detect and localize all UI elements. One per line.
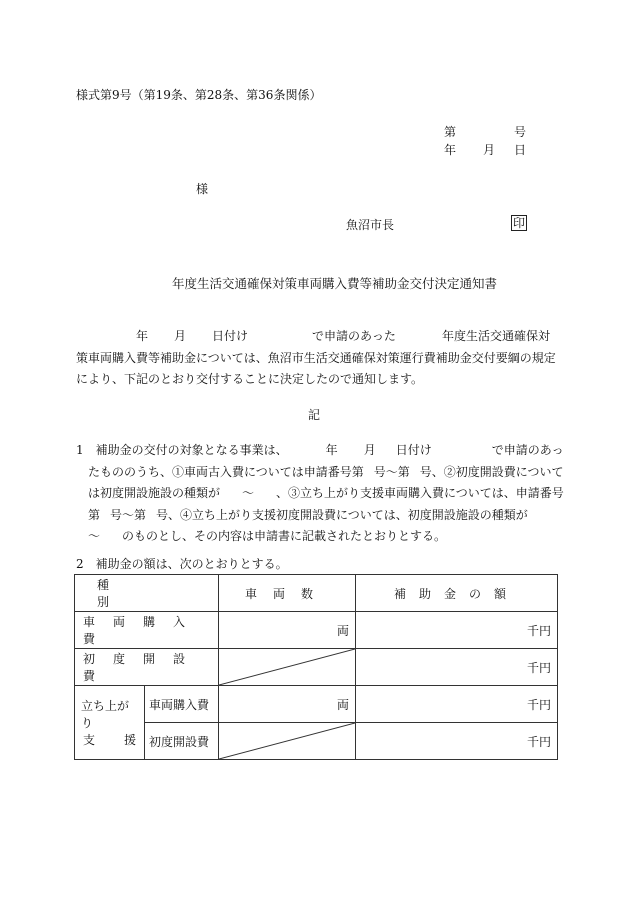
item-2-number: 2 (76, 557, 84, 571)
table-row (75, 612, 558, 649)
item-1-range-b: ～ (88, 529, 101, 543)
support-row-label-vehicle-text: 車両購入費 (149, 697, 210, 712)
support-row-amount-initial (356, 723, 558, 760)
unit-thousand-yen: 千円 (527, 734, 552, 749)
intro-paragraph (76, 326, 556, 391)
unit-thousand-yen: 千円 (527, 697, 552, 712)
row-count-vehicle (219, 612, 356, 649)
item-1-number: 1 (76, 443, 84, 457)
document-title: 年度生活交通確保対策車両購入費等補助金交付決定通知書 (172, 276, 498, 291)
row-amount-initial (356, 649, 558, 686)
support-label-char-2: 援 (123, 733, 136, 747)
support-row-count-vehicle (219, 686, 356, 723)
support-label-line1: 立ち上がり (81, 699, 130, 730)
item-1-text-c: 号～第 (373, 464, 410, 479)
document-date-line (444, 141, 526, 158)
header-count (219, 575, 356, 612)
item-1-text-b: で申請のあったもののうち、①車両古入費については申請番号第 (88, 443, 564, 479)
support-label-char-1: 支 (83, 733, 96, 747)
row-amount-vehicle (356, 612, 558, 649)
number-suffix: 号 (513, 125, 526, 139)
row-label-vehicle-text: 車両購入費 (83, 615, 204, 646)
date-day: 日 (513, 143, 526, 157)
seal-char: 印 (513, 216, 526, 230)
item-2-text: 補助金の額は、次のとおりとする。 (95, 557, 288, 571)
header-type (75, 575, 219, 612)
support-row-count-initial-crossed (219, 723, 356, 760)
item-1-year: 年 (325, 443, 338, 457)
row-count-initial-crossed (219, 649, 356, 686)
date-month: 月 (483, 143, 496, 157)
form-number: 様式第9号（第19条、第28条、第36条関係） (76, 88, 322, 102)
table-row (75, 686, 558, 723)
unit-vehicles: 両 (337, 623, 350, 638)
support-label (75, 686, 145, 760)
row-label-initial (75, 649, 219, 686)
ki-heading: 記 (308, 408, 321, 422)
row-label-vehicle (75, 612, 219, 649)
subsidy-table (74, 574, 558, 760)
item-1-range-a: ～ (242, 486, 255, 500)
number-prefix: 第 (444, 125, 457, 139)
item-2 (76, 555, 288, 572)
item-1-text-e: 、③立ち上がり支援車両購入費については、申請番号第 (88, 486, 564, 522)
addressee-suffix: 様 (196, 182, 209, 196)
table-row (75, 723, 558, 760)
item-1-text-f: 号～第 (110, 507, 147, 522)
issuer-name: 魚沼市長 (346, 218, 395, 232)
row-label-initial-text: 初度開設費 (83, 652, 204, 683)
item-1-text-h: のものとし、その内容は申請書に記載されたとおりとする。 (122, 529, 447, 543)
intro-applied: で申請のあった (312, 329, 396, 343)
diagonal-slash (219, 649, 355, 685)
item-1-text-d: 号、②初度開設費については初度開設施設の種類が (88, 464, 564, 500)
seal-mark (511, 215, 527, 231)
support-row-amount-vehicle (356, 686, 558, 723)
table-row (75, 649, 558, 686)
header-type-text: 種別 (97, 578, 174, 609)
item-1 (76, 440, 570, 548)
support-row-label-vehicle (145, 686, 219, 723)
item-1-text-a: 補助金の交付の対象となる事業は、 (95, 443, 288, 457)
intro-year: 年 (136, 329, 149, 343)
diagonal-slash (219, 723, 355, 759)
header-amount-text: 補助金の額 (394, 586, 520, 601)
support-row-label-initial (145, 723, 219, 760)
header-amount (356, 575, 558, 612)
intro-dated: 日付け (212, 329, 249, 343)
unit-thousand-yen: 千円 (527, 623, 552, 638)
item-1-dated: 日付け (395, 443, 432, 457)
intro-body: 年度生活交通確保対策車両購入費等補助金については、魚沼市生活交通確保対策運行費補助金交付要綱の規定により、下記のとおり交付することに決定したので通知します。 (76, 329, 556, 386)
item-1-text-g: 号、④立ち上がり支援初度開設費については、初度開設施設の種類が (156, 507, 528, 522)
date-year: 年 (444, 143, 457, 157)
unit-vehicles: 両 (337, 697, 350, 712)
unit-thousand-yen: 千円 (527, 660, 552, 675)
support-label-line2 (81, 731, 138, 748)
header-count-text: 車両数 (245, 586, 330, 601)
support-row-label-initial-text: 初度開設費 (149, 734, 210, 749)
item-1-month: 月 (363, 443, 376, 457)
table-header-row (75, 575, 558, 612)
document-number-line (444, 123, 526, 140)
intro-month: 月 (174, 329, 187, 343)
